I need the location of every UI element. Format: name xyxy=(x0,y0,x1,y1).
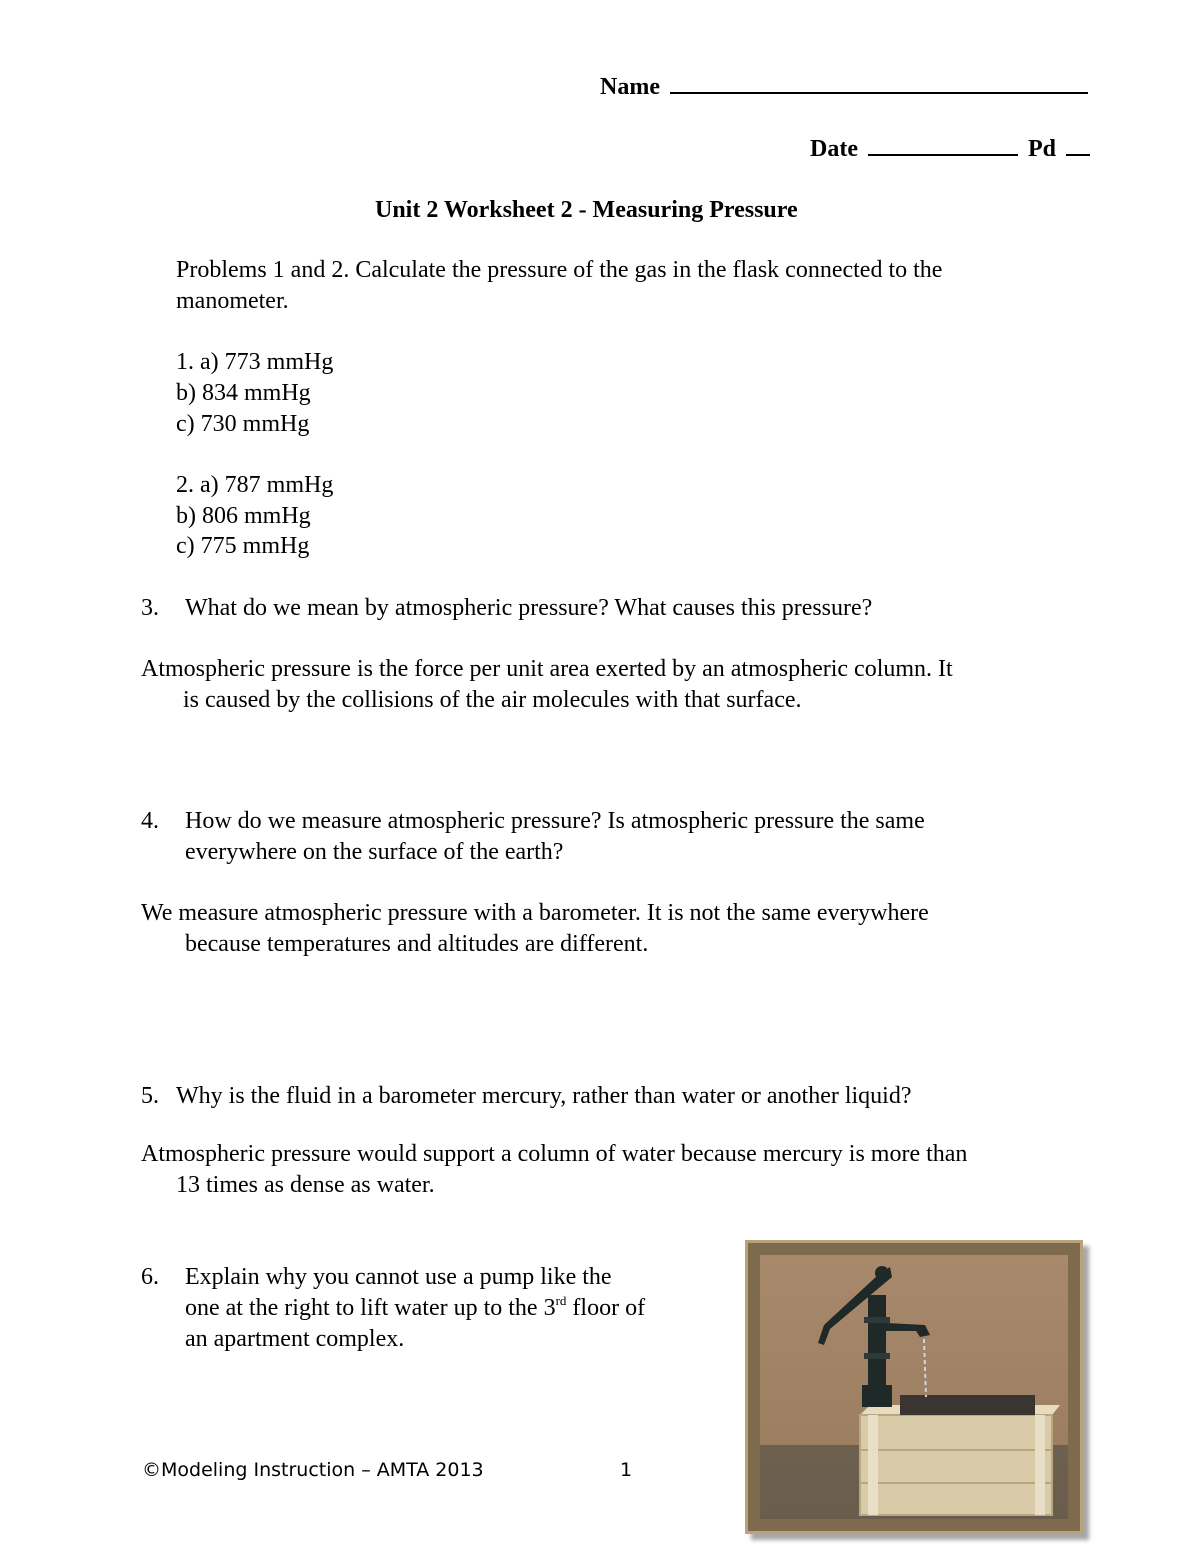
q6-line-2 xyxy=(185,1293,645,1324)
problem2-b: b) 806 mmHg xyxy=(176,503,311,529)
q4-answer-line-1: We measure atmospheric pressure with a barometer. It is not the same everywhere xyxy=(141,900,929,926)
pump-figure xyxy=(745,1240,1083,1534)
intro-line-2: manometer. xyxy=(176,288,289,314)
problem1-a: 1. a) 773 mmHg xyxy=(176,349,334,375)
date-blank[interactable] xyxy=(868,136,1018,156)
q6-number: 6. xyxy=(141,1264,159,1290)
q3-question: What do we mean by atmospheric pressure? What causes this pressure? xyxy=(185,595,873,621)
q6-line-3: an apartment complex. xyxy=(185,1326,405,1352)
q4-question-line-1: How do we measure atmospheric pressure? Is atmospheric pressure the same xyxy=(185,808,925,834)
problem2-a: 2. a) 787 mmHg xyxy=(176,472,334,498)
q3-answer-line-1: Atmospheric pressure is the force per unit area exerted by an atmospheric column. It xyxy=(141,656,953,682)
date-label: Date xyxy=(810,136,858,162)
q6-line-2-end: floor of xyxy=(566,1295,646,1321)
date-period-field xyxy=(810,134,1090,165)
problem1-b: b) 834 mmHg xyxy=(176,380,311,406)
q3-answer-line-2: is caused by the collisions of the air molecules with that surface. xyxy=(183,687,802,713)
q5-question: Why is the fluid in a barometer mercury, rather than water or another liquid? xyxy=(176,1083,912,1109)
period-label: Pd xyxy=(1027,136,1056,162)
page-title: Unit 2 Worksheet 2 - Measuring Pressure xyxy=(375,197,798,223)
name-label: Name xyxy=(600,74,660,100)
hand-water-pump-icon xyxy=(760,1255,1068,1519)
footer-copyright: ©Modeling Instruction – AMTA 2013 xyxy=(142,1459,484,1481)
q3-number: 3. xyxy=(141,595,159,621)
q6-line-2-text: one at the right to lift water up to the 3 xyxy=(185,1295,556,1321)
q4-number: 4. xyxy=(141,808,159,834)
q5-answer-line-2: 13 times as dense as water. xyxy=(176,1172,435,1198)
q4-question-line-2: everywhere on the surface of the earth? xyxy=(185,839,564,865)
page-number: 1 xyxy=(620,1459,633,1481)
q5-number: 5. xyxy=(141,1083,159,1109)
problem2-c: c) 775 mmHg xyxy=(176,533,310,559)
pump-photo xyxy=(760,1255,1068,1519)
q5-answer-line-1: Atmospheric pressure would support a column of water because mercury is more than xyxy=(141,1141,968,1167)
q4-answer-line-2: because temperatures and altitudes are different. xyxy=(185,931,649,957)
q6-superscript: rd xyxy=(555,1293,567,1308)
intro-line-1: Problems 1 and 2. Calculate the pressure of the gas in the flask connected to the xyxy=(176,257,943,283)
period-blank[interactable] xyxy=(1066,136,1090,156)
name-field xyxy=(600,72,1088,103)
problem1-c: c) 730 mmHg xyxy=(176,411,310,437)
name-blank[interactable] xyxy=(670,74,1088,94)
q6-line-1: Explain why you cannot use a pump like the xyxy=(185,1264,612,1290)
